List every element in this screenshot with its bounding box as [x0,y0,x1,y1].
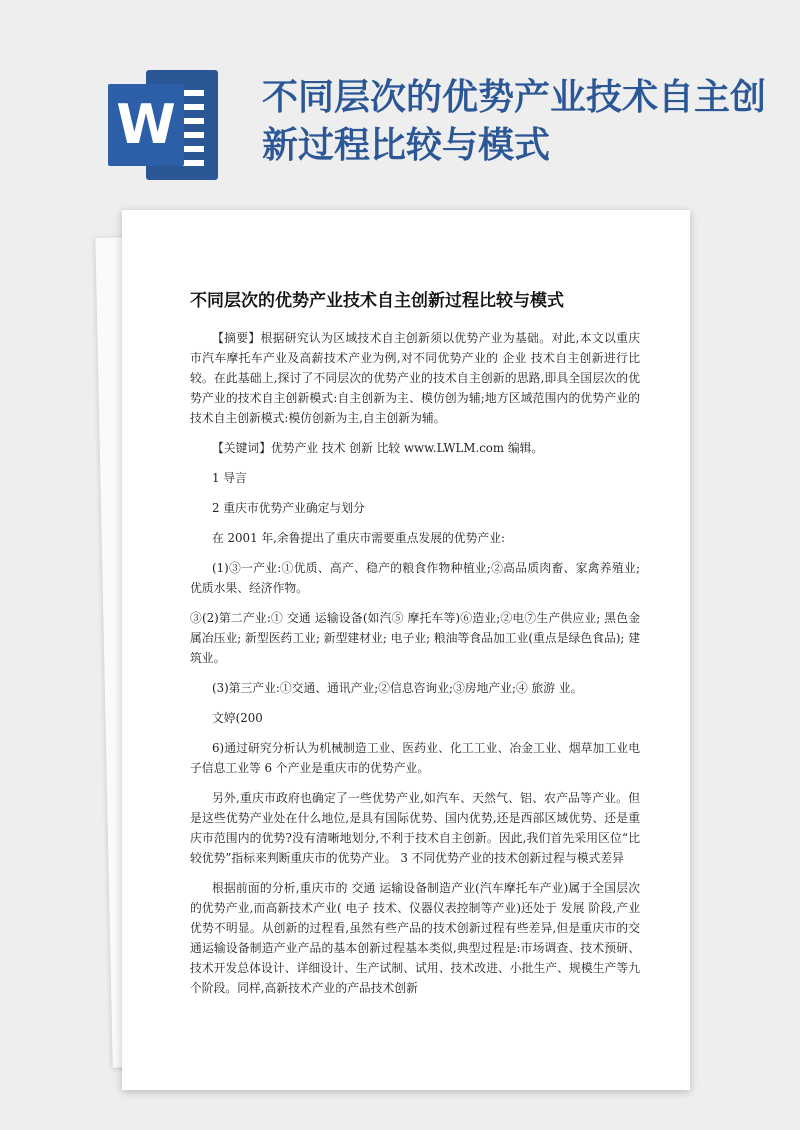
body-paragraph: 文婷(200 [212,711,263,725]
body-paragraph: 6)通过研究分析认为机械制造工业、医药业、化工工业、冶金工业、烟草加工业电子信息工业等 6 个产业是重庆市的优势产业。 [190,741,640,775]
keywords-paragraph: 【关键词】优势产业 技术 创新 比较 www.LWLM.com 编辑。 [212,441,544,455]
list-item-tertiary: (3)第三产业:①交通、通讯产业;②信息咨询业;③房地产业;④ 旅游 业。 [212,681,583,695]
abstract-paragraph: 【摘要】根据研究认为区域技术自主创新须以优势产业为基础。对此,本文以重庆市汽车摩托车产业及高薪技术产业为例,对不同优势产业的 企业 技术自主创新进行比较。在此基础上,探讨了不同层次的优势产业的技术自主创新的思路,即具全国层次的优势产业的技术自主创新模式:自主创新为主、模仿创为辅;地方区域范围内的优势产业的技术自主创新模式:模仿创新为主,自主创新为辅。 [190,331,640,425]
word-logo-icon [108,70,218,180]
body-paragraph: 根据前面的分析,重庆市的 交通 运输设备制造产业(汽车摩托车产业)属于全国层次的优势产业,而高新技术产业( 电子 技术、仪器仪表控制等产业)还处于 发展 阶段,产业优势不明显。从创新的过程看,虽然有些产品的技术创新过程有些差异,但是重庆市的交通运输设备制造产业产品的基本创新过程基本类似,典型过程是:市场调查、技术预研、技术开发总体设计、详细设计、生产试制、试用、技术改进、小批生产、规模生产等九个阶段。同样,高新技术产业的产品技术创新 [190,881,640,995]
document-title: 不同层次的优势产业技术自主创新过程比较与模式 [190,291,564,311]
section-heading-intro: 1 导言 [212,471,247,485]
document-page [122,210,690,1090]
section-heading-industries: 2 重庆市优势产业确定与划分 [212,501,365,515]
list-item-secondary: ③(2)第二产业:① 交通 运输设备(如汽⑤ 摩托车等)⑥造业;②电⑦生产供应业; 黑色金属冶压业; 新型医药工业; 新型建材业; 电子业; 粮油等食品加工业(重点是绿色食品); 建筑业。 [190,611,640,665]
body-paragraph: 在 2001 年,余鲁提出了重庆市需要重点发展的优势产业: [212,531,505,545]
list-item-primary: (1)③一产业:①优质、高产、稳产的粮食作物种植业;②高品质肉畜、家禽养殖业; 优质水果、经济作物。 [190,561,640,595]
body-paragraph: 另外,重庆市政府也确定了一些优势产业,如汽车、天然气、铝、农产品等产业。但是这些优势产业处在什么地位,是具有国际优势、国内优势,还是西部区域优势、还是重庆市范围内的优势?没有清晰地划分,不利于技术自主创新。因此,我们首先采用区位“比较优势”指标来判断重庆市的优势产业。 3 不同优势产业的技术创新过程与模式差异 [190,791,640,865]
word-logo-letter: W [108,84,184,166]
header-title: 不同层次的优势产业技术自主创新过程比较与模式 [262,77,767,166]
document-body [190,328,640,1008]
